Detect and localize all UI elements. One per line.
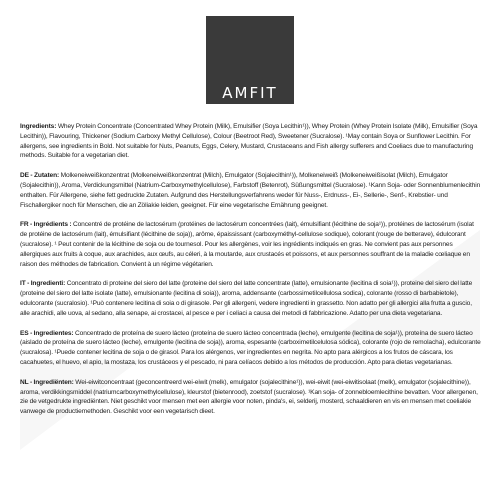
section-text: Whey Protein Concentrate (Concentrated Whey Protein (Milk), Emulsifier (Soya Lecithin¹)), Whey Protein (Whey Protein Isolate (Milk), Emulsifier (Soya Lecithin)), Flavouring, Thickener (Sodium Carboxy Methyl Cellulose), Colour (Beetroot Red), Sweetener (Sucralose). ¹May contain Soya or Sunflower Lecithin. For allergens, see ingredients in Bold. Not suitable for Nuts, Peanuts, Eggs, Celery, Mustard, Crustaceans and Fish allergy sufferers and Coeliacs due to manufacturing methods. Suitable for a vegetarian diet. bbox=[20, 123, 478, 160]
section-label: ES - Ingredientes: bbox=[20, 329, 74, 337]
brand-logo-text: AMFIT bbox=[222, 84, 278, 102]
logo-band bbox=[0, 0, 500, 112]
ingredients-panel bbox=[20, 122, 482, 427]
ingredients-de bbox=[20, 171, 482, 210]
section-text: Concentrado de proteína de suero lácteo (proteína de suero lácteo concentrada (leche), emulgente (lecitina de soja¹)), proteína de suero lácteo (aislado de proteína de suero lácteo (leche), emulgente (lecitina de soja)), aroma, espesante (carboximetilcelulosa sódica), colorante (rojo de remolacha), edulcorante (sucralosa). ¹Puede contener lecitina de soja o de girasol. Para los alérgenos, ver ingredientes en negrita. No apto para alérgicos a los frutos de cáscara, los cacahuetes, el huevo, el apio, la mostaza, los crustáceos y el pescado, ni para celíacos debido a los métodos de producción. Apto para dietas vegetarianas. bbox=[20, 329, 481, 366]
section-text: Concentré de protéine de lactosérum (protéines de lactosérum concentrées (lait), émulsifiant (lécithine de soja¹)), protéines de lactosérum (isolat de protéine de lactosérum (lait), émulsifiant (lécithine de soja)), arôme, épaississant (carboxyméthyl-cellulose sodique), colorant (rouge de betterave), édulcorant (sucralose). ¹ Peut contenir de la lécithine de soja ou de tournesol. Pour les allergènes, voir les ingrédients indiqués en gras. Ne convient pas aux personnes allergiques aux fruits à coque, aux arachides, aux œufs, au céleri, à la moutarde, aux crustacés et poissons, et aux personnes souffrant de la maladie cœliaque en raison des méthodes de fabrication. Convient à un régime végétarien. bbox=[20, 221, 474, 268]
brand-logo bbox=[206, 16, 294, 104]
section-text: Wei-eiwitconcentraat (geconcentreerd wei-eiwit (melk), emulgator (sojalecithine¹)), wei-eiwit (wei-eiwitisolaat (melk), emulgator (sojalecithine)), aroma, verdikkingsmiddel (natriumcarboxymethylcellulose), kleurstof (bietenrood), zoetstof (sucralose). ¹Kan soja- of zonnebloemlecithine bevatten. Voor allergenen, zie de vetgedrukte ingrediënten. Niet geschikt voor mensen met een allergie voor noten, pinda's, ei, selderij, mosterd, schaaldieren en vis en mensen met coeliakie vanwege de productiemethoden. Geschikt voor een vegetarisch dieet. bbox=[20, 378, 478, 416]
section-label: Ingredients: bbox=[20, 123, 57, 130]
ingredients-nl bbox=[20, 378, 482, 417]
section-label: FR - Ingrédients : bbox=[20, 221, 72, 229]
section-label: NL - Ingrediënten: bbox=[20, 378, 74, 386]
ingredients-en bbox=[20, 122, 482, 161]
ingredients-fr bbox=[20, 220, 482, 269]
section-label: IT - Ingredienti: bbox=[20, 280, 66, 288]
section-text: Concentrato di proteine del siero del latte (proteine del siero del latte concentrate (latte), emulsionante (lecitina di soia¹)), proteine del siero del latte (proteine del siero del latte isolate (latte), emulsionante (lecitina di soia)), aroma, addensante (carbossimetilcellulosa sodica), colorante (rosso di barbabietole), edulcorante (sucralosio). ¹Può contenere lecitina di soia o di girasole. Per gli allergeni, vedere ingredienti in grassetto. Non adatto per gli allergici alla frutta a guscio, alle arachidi, alle uova, al sedano, alla senape, ai crostacei, al pesce e per i celiaci a causa dei metodi di fabbricazione. Adatto per una dieta vegetariana. bbox=[20, 280, 473, 317]
section-label: DE - Zutaten: bbox=[20, 172, 60, 180]
ingredients-es bbox=[20, 329, 482, 368]
section-text: Molkeneiweißkonzentrat (Molkeneiweißkonzentrat (Milch), Emulgator (Sojalecithin¹)), Molkeneiweiß (Molkeneiweißisolat (Milch), Emulgator (Sojalecithin)), Aroma, Verdickungsmittel (Natrium-Carboxymethylcellulose), Farbstoff (Betenrot), Süßungsmittel (Sucralose). ¹Kann Soja- oder Sonnenblumenlecithin enthalten. Für Allergene, siehe fett gedruckte Zutaten. Aufgrund des Herstellungsverfahrens weder für Nuss-, Erdnuss-, Ei-, Sellerie-, Senf-, Krebstier- und Fischallergiker noch für Menschen, die an Zöliakie leiden, geeignet. Für eine vegetarische Ernährung geeignet. bbox=[20, 172, 481, 209]
ingredients-it bbox=[20, 279, 482, 318]
